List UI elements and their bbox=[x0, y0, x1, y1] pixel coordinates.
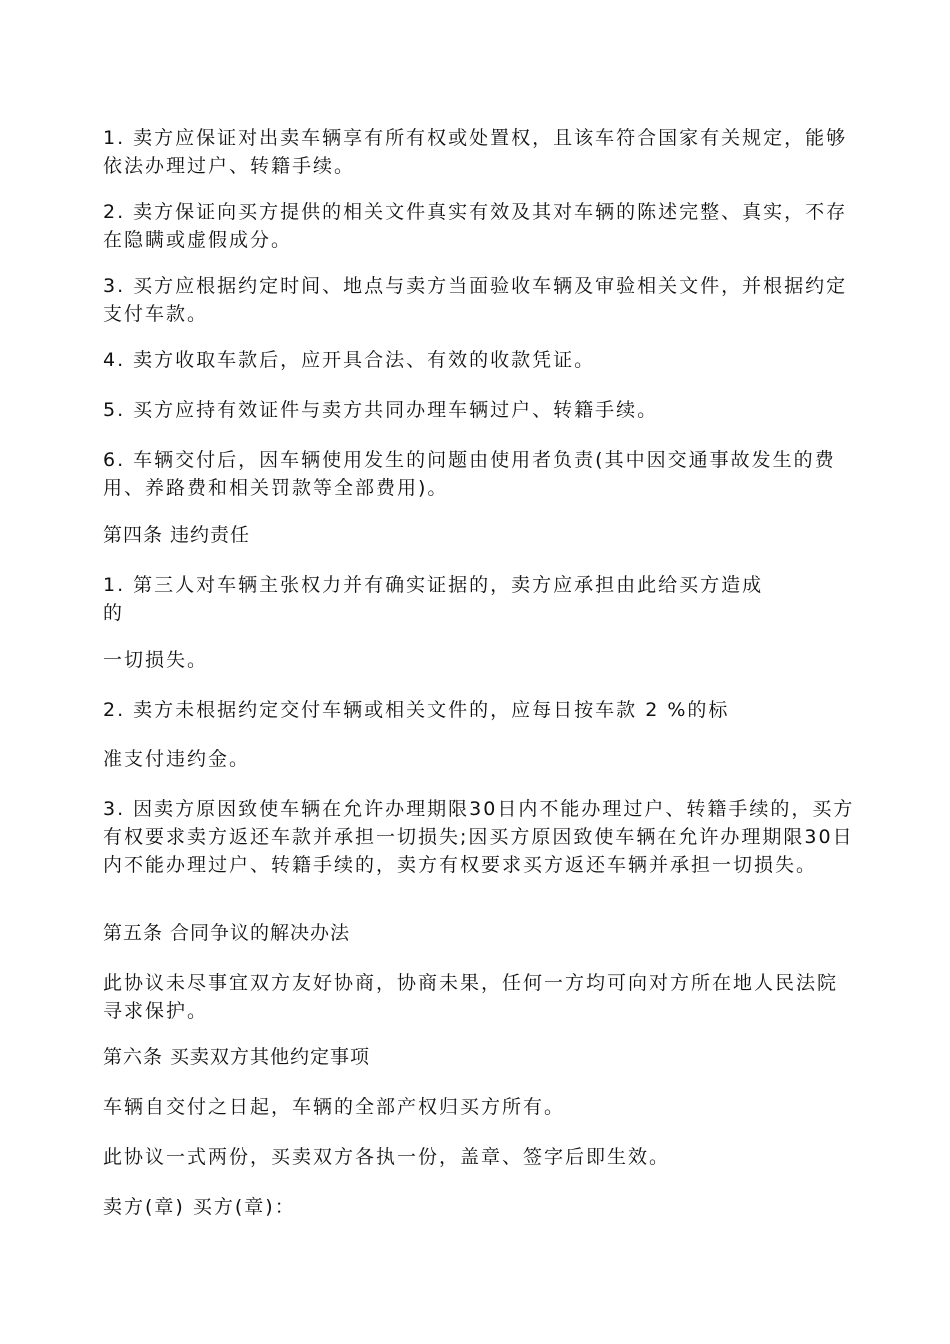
obligation-clause-3: 3. 买方应根据约定时间、地点与卖方当面验收车辆及审验相关文件，并根据约定支付车款。 bbox=[103, 275, 848, 325]
signature-line: 卖方(章) 买方(章)： bbox=[103, 1196, 296, 1218]
article-4-heading: 第四条 违约责任 bbox=[103, 524, 251, 546]
obligation-clause-4: 4. 卖方收取车款后，应开具合法、有效的收款凭证。 bbox=[103, 349, 596, 371]
obligation-clause-2: 2. 卖方保证向买方提供的相关文件真实有效及其对车辆的陈述完整、真实，不存在隐瞒或虚假成分。 bbox=[103, 201, 848, 251]
liability-clause-3: 3. 因卖方原因致使车辆在允许办理期限30日内不能办理过户、转籍手续的，买方有权要求卖方返还车款并承担一切损失;因买方原因致使车辆在允许办理期限30日内不能办理过户、转籍手续的，卖方有权要求买方返还车辆并承担一切损失。 bbox=[103, 798, 855, 876]
liability-clause-1-continued: 一切损失。 bbox=[103, 649, 209, 671]
article-5-heading: 第五条 合同争议的解决办法 bbox=[103, 922, 351, 944]
obligation-clause-6: 6. 车辆交付后，因车辆使用发生的问题由使用者负责(其中因交通事故发生的费用、养路费和相关罚款等全部费用)。 bbox=[103, 449, 836, 499]
dispute-resolution-text: 此协议未尽事宜双方友好协商，协商未果，任何一方均可向对方所在地人民法院寻求保护。 bbox=[103, 972, 839, 1022]
liability-clause-2: 2. 卖方未根据约定交付车辆或相关文件的，应每日按车款 2 %的标 bbox=[103, 699, 730, 721]
obligation-clause-1: 1. 卖方应保证对出卖车辆享有所有权或处置权，且该车符合国家有关规定，能够依法办理过户、转籍手续。 bbox=[103, 127, 848, 177]
copies-effective-text: 此协议一式两份，买卖双方各执一份，盖章、签字后即生效。 bbox=[103, 1146, 671, 1168]
ownership-transfer-text: 车辆自交付之日起，车辆的全部产权归买方所有。 bbox=[103, 1096, 566, 1118]
article-6-heading: 第六条 买卖双方其他约定事项 bbox=[103, 1046, 371, 1068]
liability-clause-1: 1. 第三人对车辆主张权力并有确实证据的，卖方应承担由此给买方造成 的 bbox=[103, 574, 764, 624]
obligation-clause-5: 5. 买方应持有效证件与卖方共同办理车辆过户、转籍手续。 bbox=[103, 399, 659, 421]
liability-clause-2-continued: 准支付违约金。 bbox=[103, 748, 251, 770]
